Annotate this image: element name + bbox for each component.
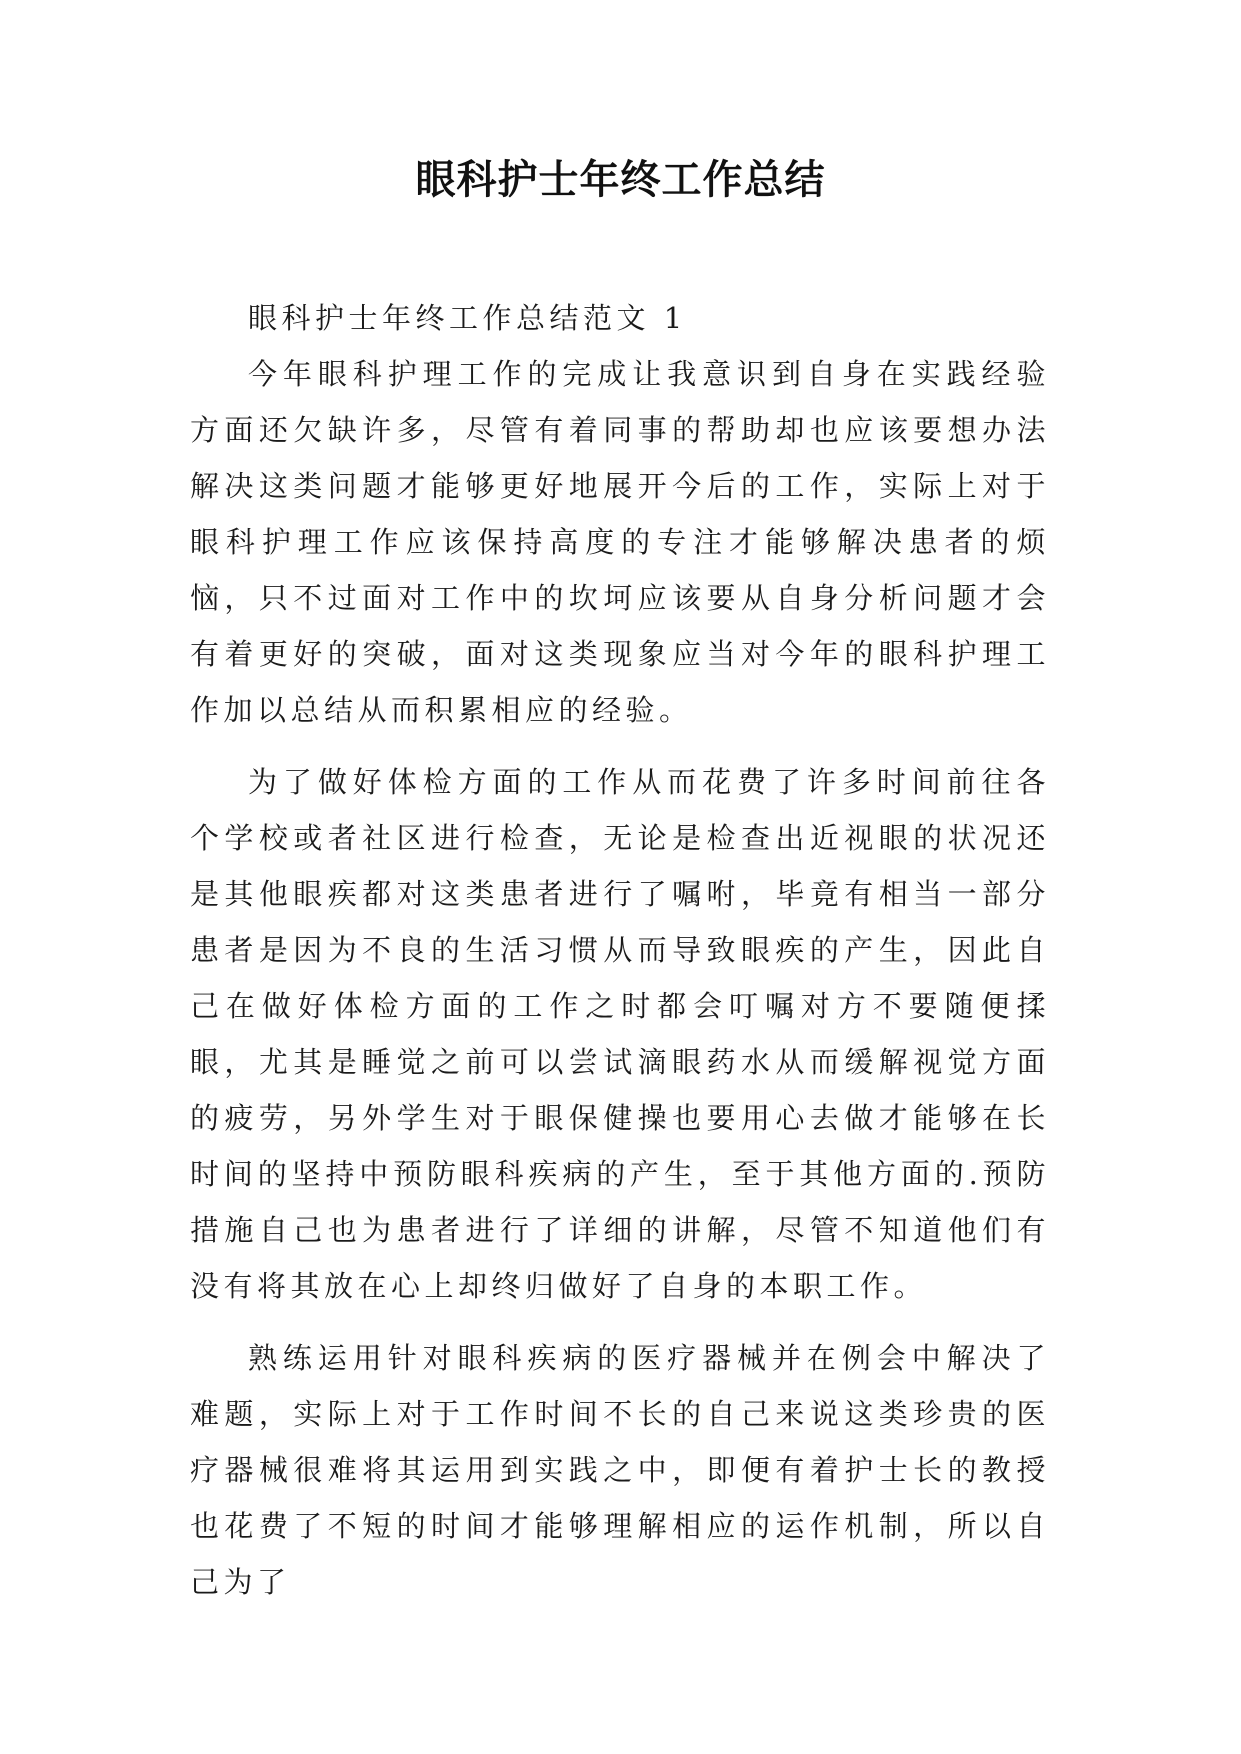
paragraph: 今年眼科护理工作的完成让我意识到自身在实践经验方面还欠缺许多，尽管有着同事的帮助却也应该要想办法解决这类问题才能够更好地展开今后的工作，实际上对于眼科护理工作应该保持高度的专注才能够解决患者的烦恼，只不过面对工作中的坎坷应该要从自身分析问题才会有着更好的突破，面对这类现象应当对今年的眼科护理工作加以总结从而积累相应的经验。: [190, 357, 1050, 727]
document-title: 眼科护士年终工作总结: [415, 157, 826, 203]
document-body: [190, 290, 1050, 1626]
document-subtitle: 眼科护士年终工作总结范文 1: [248, 301, 687, 335]
paragraph: 为了做好体检方面的工作从而花费了许多时间前往各个学校或者社区进行检查，无论是检查出近视眼的状况还是其他眼疾都对这类患者进行了嘱咐，毕竟有相当一部分患者是因为不良的生活习惯从而导致眼疾的产生，因此自己在做好体检方面的工作之时都会叮嘱对方不要随便揉眼，尤其是睡觉之前可以尝试滴眼药水从而缓解视觉方面的疲劳，另外学生对于眼保健操也要用心去做才能够在长时间的坚持中预防眼科疾病的产生，至于其他方面的.预防措施自己也为患者进行了详细的讲解，尽管不知道他们有没有将其放在心上却终归做好了自身的本职工作。: [190, 765, 1050, 1303]
paragraph: 熟练运用针对眼科疾病的医疗器械并在例会中解决了难题，实际上对于工作时间不长的自己来说这类珍贵的医疗器械很难将其运用到实践之中，即便有着护士长的教授也花费了不短的时间才能够理解相应的运作机制，所以自己为了: [190, 1341, 1050, 1599]
